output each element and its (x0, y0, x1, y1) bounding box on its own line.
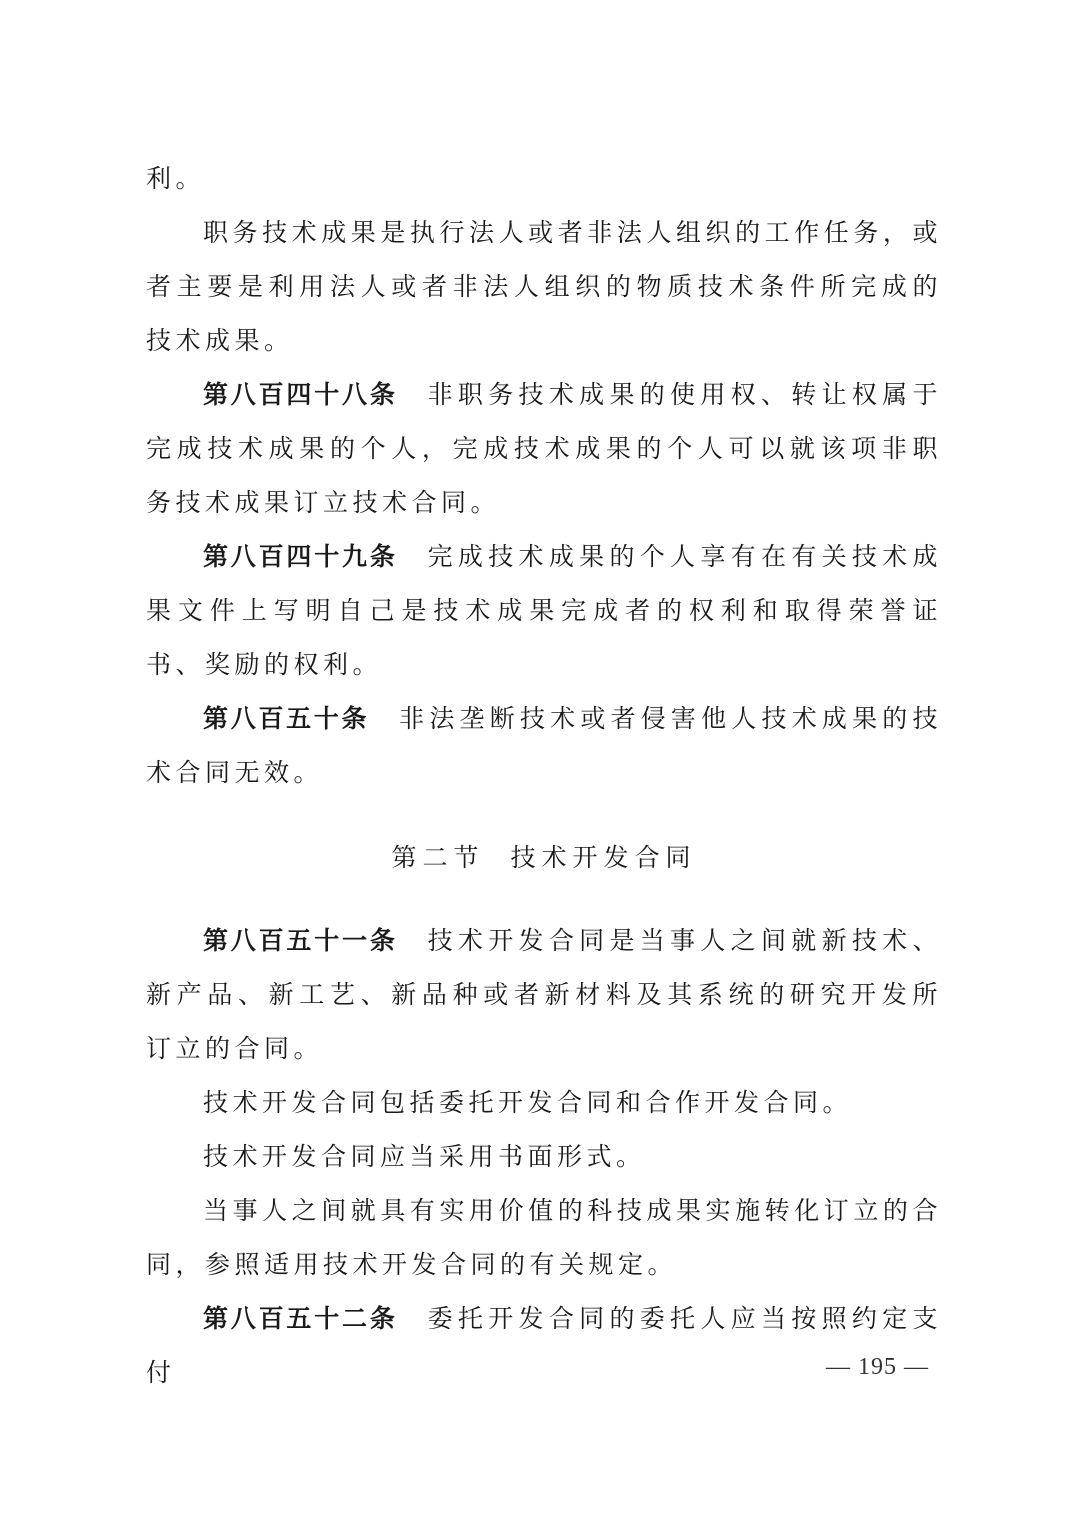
section-heading (146, 831, 942, 885)
article-850 (146, 692, 942, 800)
article-number: 第八百四十八条 (203, 380, 398, 409)
article-text: 非法垄断技术或者侵害他人技术成果的技术合同无效。 (146, 704, 942, 787)
section-title: 技术开发合同 (510, 843, 697, 872)
article-text: 完成技术成果的个人享有在有关技术成果文件上写明自己是技术成果完成者的权利和取得荣誉证书、奖励的权利。 (146, 542, 942, 679)
article-851 (146, 914, 942, 1076)
article-text: 委托开发合同的委托人应当按照约定支付 (146, 1304, 942, 1387)
paragraph-written-form: 技术开发合同应当采用书面形式。 (203, 1142, 646, 1171)
article-number: 第八百五十条 (203, 704, 370, 733)
article-number: 第八百五十一条 (203, 926, 398, 955)
article-number: 第八百四十九条 (203, 542, 398, 571)
body-text (146, 152, 942, 1400)
article-number: 第八百五十二条 (203, 1304, 398, 1333)
article-849 (146, 530, 942, 692)
paragraph-contract-types: 技术开发合同包括委托开发合同和合作开发合同。 (203, 1088, 853, 1117)
article-848 (146, 368, 942, 530)
article-text: 非职务技术成果的使用权、转让权属于完成技术成果的个人，完成技术成果的个人可以就该项非职务技术成果订立技术合同。 (146, 380, 942, 517)
article-852 (146, 1292, 942, 1400)
article-text: 技术开发合同是当事人之间就新技术、新产品、新工艺、新品种或者新材料及其系统的研究开发所订立的合同。 (146, 926, 942, 1063)
page-number: — 195 — (826, 1354, 929, 1380)
paragraph-service-achievement: 职务技术成果是执行法人或者非法人组织的工作任务，或者主要是利用法人或者非法人组织的物质技术条件所完成的技术成果。 (146, 218, 942, 355)
paragraph-continuation: 利。 (146, 164, 206, 193)
paragraph-reference: 当事人之间就具有实用价值的科技成果实施转化订立的合同，参照适用技术开发合同的有关规定。 (146, 1196, 942, 1279)
section-number: 第二节 (391, 843, 485, 872)
